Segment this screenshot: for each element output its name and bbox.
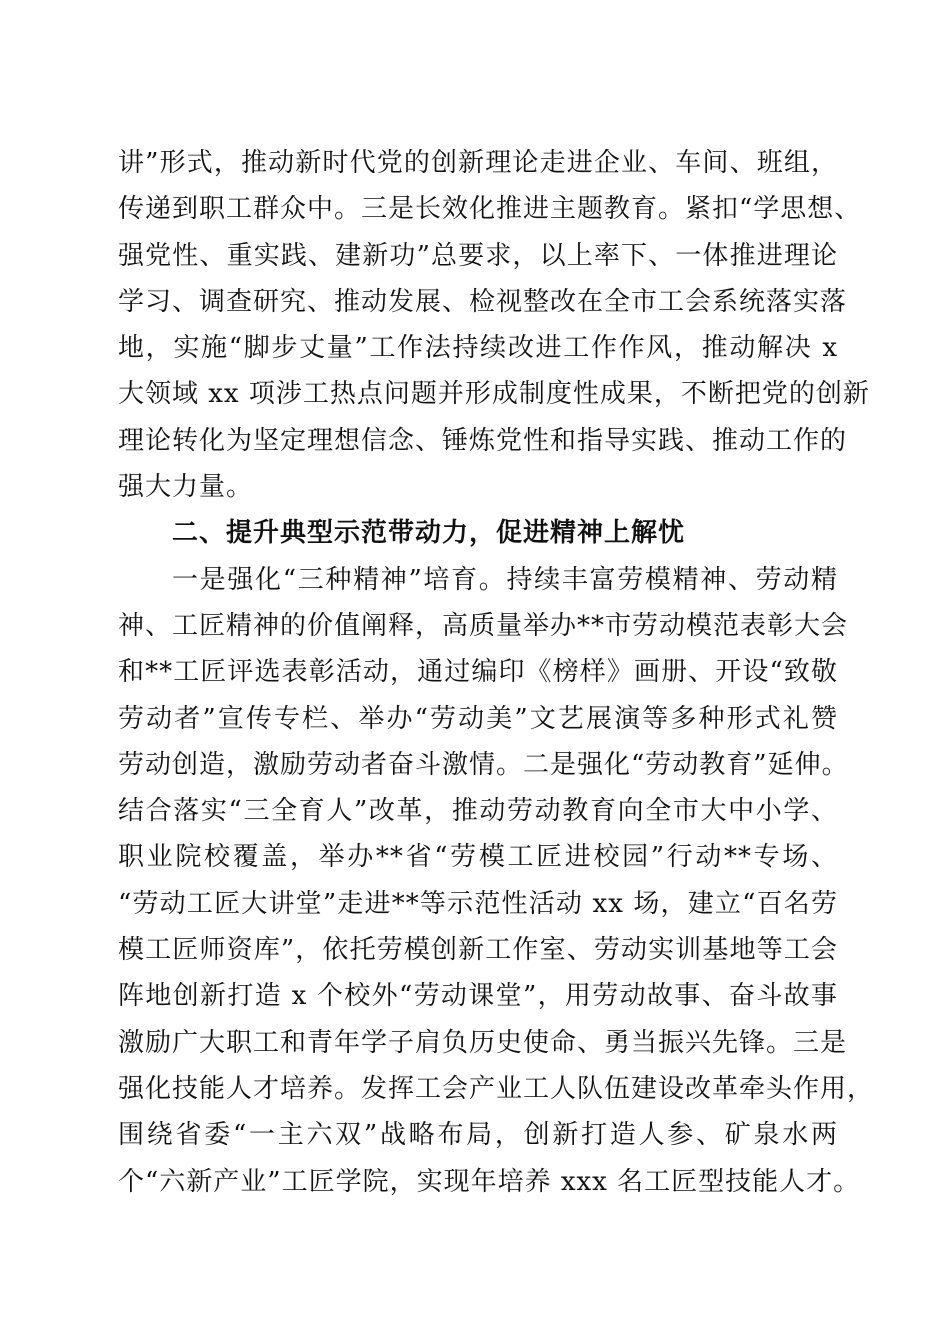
paragraph-line: 强大力量。 [118, 472, 254, 503]
paragraph-line: 地，实施“脚步丈量”工作法持续改进工作作风，推动解决 x [118, 333, 838, 364]
paragraph-line: 强党性、重实践、建新功”总要求，以上率下、一体推进理论 [118, 240, 838, 271]
paragraph-line: 围绕省委“一主六双”战略布局，创新打造人参、矿泉水两 [118, 1120, 838, 1151]
paragraph-line: 强化技能人才培养。发挥工会产业工人队伍建设改革牵头作用， [118, 1073, 875, 1104]
paragraph-line: 结合落实“三全育人”改革，推动劳动教育向全市大中小学、 [118, 796, 838, 827]
paragraph-line: 传递到职工群众中。三是长效化推进主题教育。紧扣“学思想、 [118, 194, 862, 225]
paragraph-line: 理论转化为坚定理想信念、锤炼党性和指导实践、推动工作的 [118, 425, 848, 456]
paragraph-line: “劳动工匠大讲堂”走进**等示范性活动 xx 场，建立“百名劳 [118, 888, 838, 919]
paragraph-line: 和**工匠评选表彰活动，通过编印《榜样》画册、开设“致敬 [118, 657, 838, 688]
paragraph-line: 个“六新产业”工匠学院，实现年培养 xxx 名工匠型技能人才。 [118, 1166, 861, 1197]
paragraph-line: 激励广大职工和青年学子肩负历史使命、勇当振兴先锋。三是 [118, 1027, 848, 1058]
paragraph-line: 神、工匠精神的价值阐释，高质量举办**市劳动模范表彰大会 [118, 610, 849, 641]
paragraph-line: 学习、调查研究、推动发展、检视整改在全市工会系统落实落 [118, 286, 848, 317]
paragraph-line: 阵地创新打造 x 个校外“劳动课堂”，用劳动故事、奋斗故事 [118, 981, 838, 1012]
paragraph-line: 讲”形式，推动新时代党的创新理论走进企业、车间、班组， [118, 148, 838, 178]
paragraph-line: 劳动者”宣传专栏、举办“劳动美”文艺展演等多种形式礼赞 [118, 703, 838, 734]
paragraph-line: 大领域 xx 项涉工热点问题并形成制度性成果，不断把党的创新 [118, 379, 870, 410]
paragraph-line: 劳动创造，激励劳动者奋斗激情。二是强化“劳动教育”延伸。 [118, 749, 849, 780]
body-text [118, 140, 875, 1205]
paragraph-line: 模工匠师资库”，依托劳模创新工作室、劳动实训基地等工会 [118, 935, 838, 966]
paragraph-line: 一是强化“三种精神”培育。持续丰富劳模精神、劳动精 [172, 564, 838, 595]
paragraph-line: 职业院校覆盖，举办**省“劳模工匠进校园”行动**专场、 [118, 842, 838, 873]
section-heading: 二、提升典型示范带动力，促进精神上解忧 [172, 518, 686, 549]
